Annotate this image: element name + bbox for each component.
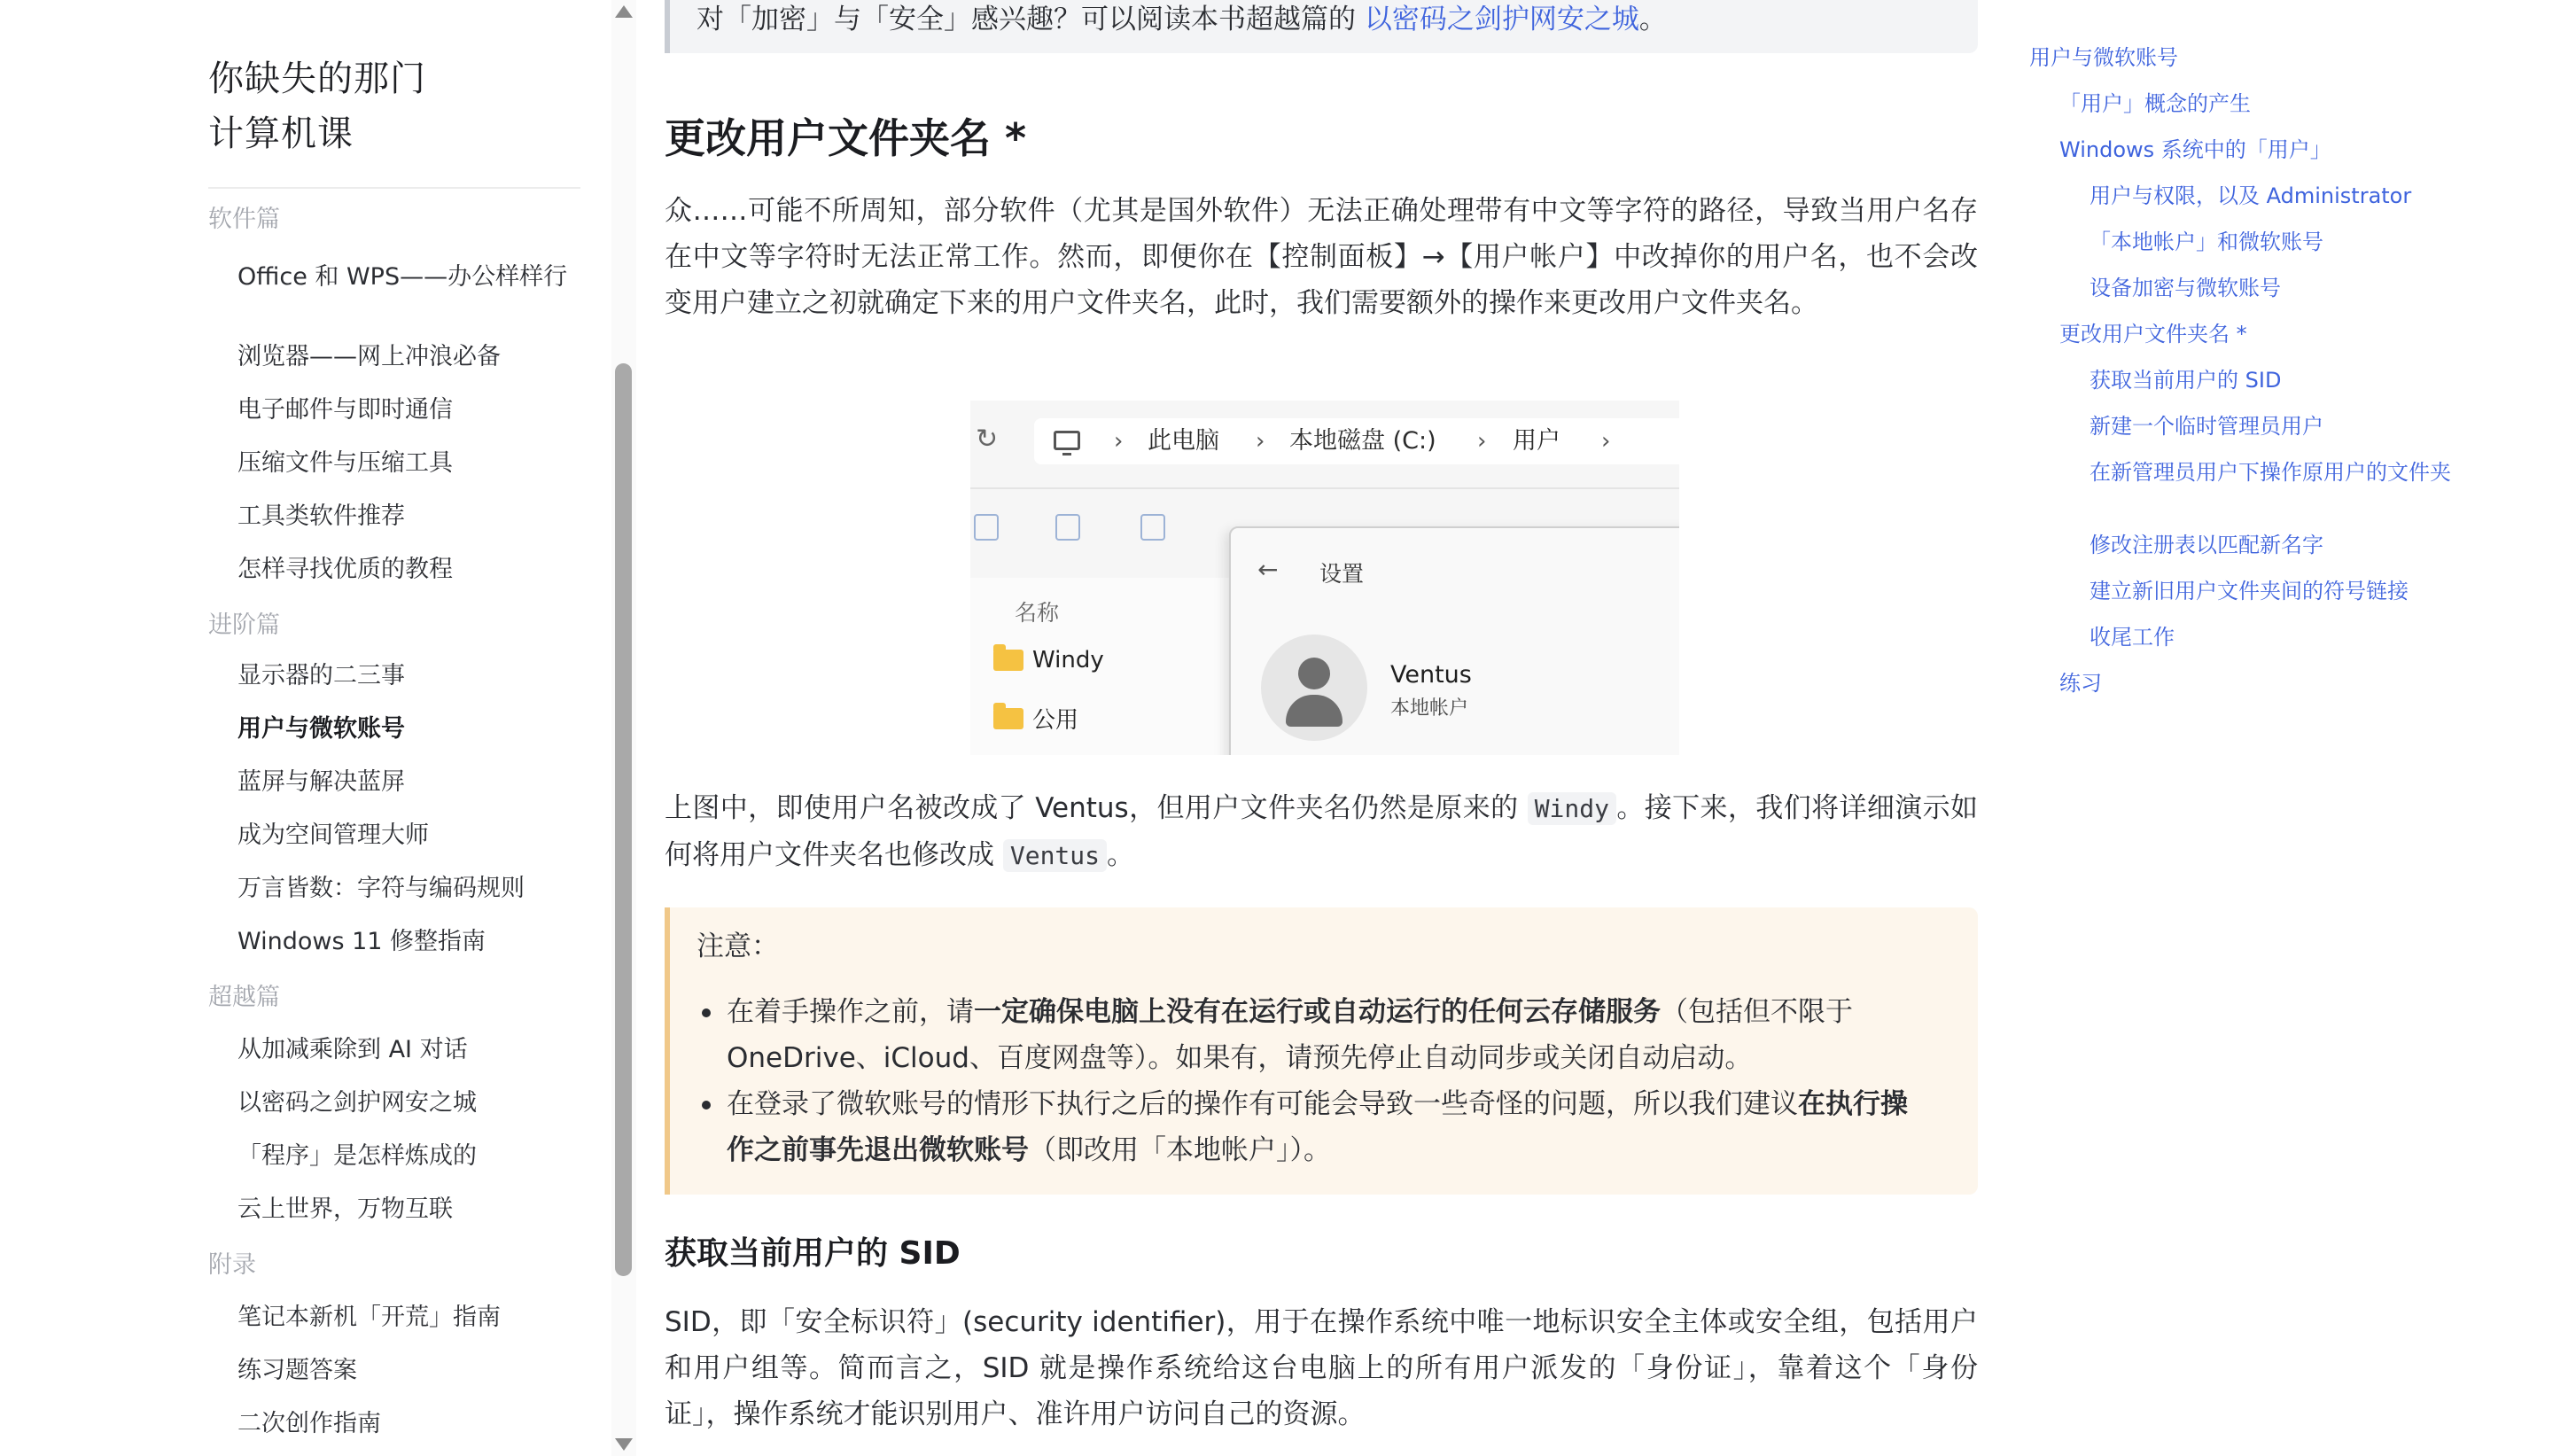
scroll-up-button[interactable] — [611, 0, 636, 23]
site-title-line-2: 计算机课 — [208, 113, 354, 154]
subsection-heading-sid: 获取当前用户的 SID — [665, 1235, 961, 1272]
folder-row — [993, 702, 1078, 735]
crumb-users: 用户 — [1513, 427, 1560, 455]
toc-item-get-sid[interactable]: 获取当前用户的 SID — [2090, 368, 2282, 393]
title-divider — [208, 187, 580, 189]
sidebar-item-cryptography[interactable]: 以密码之剑护网安之城 — [237, 1089, 477, 1117]
scroll-down-button[interactable] — [611, 1433, 636, 1456]
user-avatar-icon — [1261, 635, 1367, 741]
folder-icon — [993, 708, 1023, 729]
section-heading: 更改用户文件夹名 * — [665, 114, 1027, 162]
sidebar-scrollbar[interactable] — [611, 0, 636, 1456]
tip-prefix: 对「加密」与「安全」感兴趣？可以阅读本书超越篇的 — [697, 4, 1356, 35]
folder-name: Windy — [1032, 647, 1104, 673]
toc-item-windows-users[interactable]: Windows 系统中的「用户」 — [2059, 137, 2331, 162]
toc-item-user-concept[interactable]: 「用户」概念的产生 — [2059, 91, 2251, 116]
inline-code-ventus: Ventus — [1003, 839, 1107, 872]
chevron-right-icon: › — [1477, 428, 1487, 455]
back-arrow-icon: ← — [1257, 555, 1279, 584]
chevron-right-icon: › — [1114, 428, 1124, 455]
warning-1-post: （包括但不限于 OneDrive、iCloud、百度网盘等）。如果有，请预先停止自动同步或关闭自动启动。 — [727, 996, 1853, 1074]
arrow-down-icon — [615, 1438, 633, 1451]
rename-icon — [1140, 514, 1165, 541]
toc-item-cleanup[interactable]: 收尾工作 — [2090, 625, 2175, 650]
after-figure-text-3: 。 — [1107, 839, 1135, 871]
list-item — [727, 1081, 1932, 1173]
sidebar-item-windows11[interactable]: Windows 11 修整指南 — [237, 928, 486, 955]
after-figure-text-1: 上图中，即使用户名被改成了 Ventus，但用户文件夹名仍然是原来的 — [665, 792, 1528, 824]
refresh-icon: ↻ — [976, 424, 999, 455]
warning-1-bold: 一定确保电脑上没有在运行或自动运行的任何云存储服务 — [974, 996, 1661, 1028]
sidebar-item-encoding[interactable]: 万言皆数：字符与编码规则 — [237, 875, 525, 902]
warning-1-pre: 在着手操作之前，请 — [727, 996, 974, 1028]
warning-2-post: （即改用「本地帐户」）。 — [1029, 1134, 1331, 1166]
computer-icon — [1054, 431, 1080, 450]
sidebar-item-compression[interactable]: 压缩文件与压缩工具 — [237, 449, 453, 477]
toc-item-registry[interactable]: 修改注册表以匹配新名字 — [2090, 533, 2323, 557]
sidebar-item-ai[interactable]: 从加减乘除到 AI 对话 — [237, 1036, 468, 1063]
nav-group-software: 软件篇 — [208, 206, 280, 233]
nav-group-beyond: 超越篇 — [208, 984, 280, 1011]
tip-text — [697, 0, 1667, 39]
settings-title: 设置 — [1319, 561, 1365, 587]
toc-item-local-account[interactable]: 「本地帐户」和微软账号 — [2090, 230, 2323, 254]
inline-code-windy: Windy — [1528, 792, 1616, 825]
toc-item-rename-folder[interactable]: 更改用户文件夹名 * — [2059, 322, 2247, 346]
scrollbar-thumb[interactable] — [615, 363, 632, 1276]
settings-dialog — [1229, 526, 1679, 755]
chevron-right-icon: › — [1256, 428, 1265, 455]
warning-title: 注意： — [697, 930, 779, 962]
toc-item-exercise[interactable]: 练习 — [2059, 671, 2102, 696]
toc-item-users-microsoft-account[interactable]: 用户与微软账号 — [2029, 45, 2178, 70]
warning-list — [727, 989, 1932, 1173]
tip-box — [665, 0, 1978, 53]
warning-2-pre: 在登录了微软账号的情形下执行之后的操作有可能会导致一些奇怪的问题，所以我们建议 — [727, 1088, 1798, 1120]
sidebar-item-tutorials[interactable]: 怎样寻找优质的教程 — [237, 556, 453, 583]
sidebar-item-bsod[interactable]: 蓝屏与解决蓝屏 — [237, 768, 405, 796]
crumb-local-disk: 本地磁盘 (C:) — [1289, 427, 1436, 455]
sidebar-item-display[interactable]: 显示器的二三事 — [237, 662, 405, 689]
sidebar-item-space-management[interactable]: 成为空间管理大师 — [237, 821, 429, 849]
toc-item-permissions[interactable]: 用户与权限，以及 Administrator — [2090, 183, 2412, 208]
sidebar-item-users-microsoft-account[interactable]: 用户与微软账号 — [237, 715, 405, 743]
toc-item-operate-folder[interactable]: 在新管理员用户下操作原用户的文件夹 — [2090, 460, 2451, 485]
copy-icon — [974, 514, 999, 541]
toc-item-temp-admin[interactable]: 新建一个临时管理员用户 — [2090, 414, 2323, 439]
tip-suffix: 。 — [1638, 4, 1667, 35]
list-item — [727, 989, 1932, 1081]
tip-link-cryptography[interactable]: 以密码之剑护网安之城 — [1364, 4, 1639, 35]
user-name: Ventus — [1390, 661, 1472, 689]
nav-group-advanced: 进阶篇 — [208, 611, 280, 639]
column-header-name: 名称 — [1015, 600, 1060, 626]
warning-box — [665, 907, 1978, 1195]
sidebar-item-cloud[interactable]: 云上世界，万物互联 — [237, 1195, 453, 1223]
sidebar-item-tools[interactable]: 工具类软件推荐 — [237, 502, 405, 530]
sidebar — [0, 0, 611, 1456]
folder-icon — [993, 650, 1023, 671]
crumb-this-pc: 此电脑 — [1148, 427, 1219, 455]
site-title-line-1: 你缺失的那门 — [208, 58, 426, 99]
sidebar-item-office-wps[interactable]: Office 和 WPS——办公样样行 — [237, 263, 568, 291]
user-account-type: 本地帐户 — [1390, 697, 1469, 720]
chevron-right-icon: › — [1601, 428, 1611, 455]
sidebar-item-browser[interactable]: 浏览器——网上冲浪必备 — [237, 343, 501, 370]
folder-name: 公用 — [1032, 707, 1079, 734]
sidebar-item-programming[interactable]: 「程序」是怎样炼成的 — [237, 1142, 477, 1170]
figure-address-bar — [970, 401, 1679, 489]
sid-paragraph: SID，即「安全标识符」(security identifier)，用于在操作系统中唯一地标识安全主体或安全组，包括用户和用户组等。简而言之，SID 就是操作系统给这台电脑上的所有用户派发的「身份证」，靠着这个「身份证」，操作系统才能识别用户、准许用户访问自己的资源。 — [665, 1306, 1978, 1430]
sidebar-item-email-im[interactable]: 电子邮件与即时通信 — [237, 396, 453, 424]
after-figure-text-2: 。接下来，我们将详细演示如何将用户文件夹名也修改成 — [665, 792, 1978, 871]
intro-paragraph: 众……可能不所周知，部分软件（尤其是国外软件）无法正确处理带有中文等字符的路径，导致当用户名存在中文等字符时无法正常工作。然而，即便你在【控制面板】→【用户帐户】中改掉你的用户名，也不会改变用户建立之初就确定下来的用户文件夹名，此时，我们需要额外的操作来更改用户文件夹名。 — [665, 195, 1978, 319]
folder-row — [993, 647, 1104, 673]
toc-item-device-encryption[interactable]: 设备加密与微软账号 — [2090, 276, 2281, 300]
after-figure-paragraph — [665, 785, 1978, 879]
sidebar-item-new-laptop[interactable]: 笔记本新机「开荒」指南 — [237, 1304, 501, 1331]
main-content — [665, 0, 1978, 1456]
arrow-up-icon — [615, 5, 633, 18]
figure-breadcrumb — [1034, 418, 1679, 464]
warning-2-bold: 在执行操作之前事先退出微软账号 — [727, 1088, 1908, 1166]
sidebar-item-derivative[interactable]: 二次创作指南 — [237, 1410, 381, 1437]
toc-item-symlink[interactable]: 建立新旧用户文件夹间的符号链接 — [2090, 579, 2409, 603]
paste-icon — [1055, 514, 1080, 541]
site-title[interactable] — [208, 51, 580, 161]
nav-group-appendix: 附录 — [208, 1251, 256, 1279]
sidebar-item-answers[interactable]: 练习题答案 — [237, 1357, 357, 1384]
explorer-screenshot — [970, 401, 1679, 755]
